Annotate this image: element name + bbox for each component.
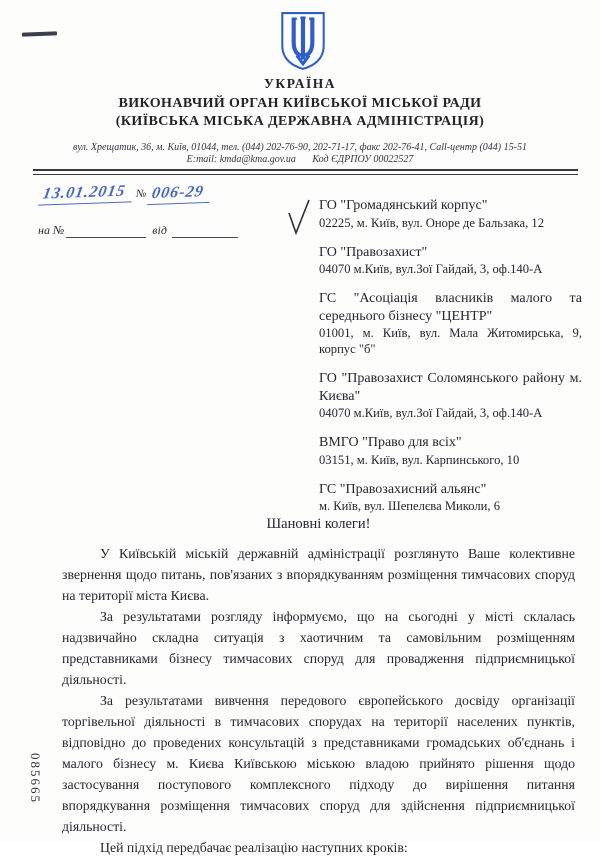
- country-title: УКРАЇНА: [264, 76, 336, 91]
- salutation: Шановні колеги!: [266, 516, 371, 532]
- scan-artifact-mark: [22, 31, 57, 36]
- edrpou-text: Код ЄДРПОУ 00022527: [312, 154, 414, 165]
- recipient-name: ГО "Правозахист": [319, 244, 428, 260]
- recipient-address: м. Київ, вул. Шепелєва Миколи, 6: [319, 499, 500, 513]
- recipient-address: 04070 м.Київ, вул.Зої Гайдай, 3, оф.140-А: [319, 262, 543, 276]
- recipient-address: 01001, м. Київ, вул. Мала Житомирська, 9, корпус "б": [319, 326, 582, 356]
- handwritten-number: 006-29: [147, 183, 213, 205]
- page-number-stamp: 085665: [28, 753, 43, 804]
- recipient-address: 03151, м. Київ, вул. Карпинського, 10: [319, 452, 520, 467]
- body-paragraph: Цей підхід передбачає реалізацію наступних кроків:: [100, 840, 408, 855]
- reply-date-blank: [172, 225, 238, 238]
- organization-name-line1: ВИКОНАВЧИЙ ОРГАН КИЇВСЬКОЇ МІСЬКОЇ РАДИ: [118, 96, 482, 111]
- recipient-name: ГС "Асоціація власників малого та середнього бізнесу "ЦЕНТР": [319, 291, 582, 324]
- reply-from-label: від: [152, 223, 167, 237]
- recipient-address: 02225, м. Київ, вул. Оноре де Бальзака, 12: [319, 215, 545, 230]
- recipient-entry: [319, 481, 582, 515]
- body-paragraph: За результатами вивчення передового європейського досвіду організації торгівельної діяльності в тимчасових спорудах на території населених пунктів, відповідно до проведених консультацій з представниками громадських об'єднань і малого бізнесу м. Києва Київською міською владою прийнято рішення щодо застосування поступового комплексного підходу до вирішення питання впорядкування розміщення тимчасових споруд для здійснення підприємницької діяльності.: [62, 693, 575, 834]
- organization-name-line2: (КИЇВСЬКА МІСЬКА ДЕРЖАВНА АДМІНІСТРАЦІЯ): [115, 114, 485, 129]
- header-divider-rule: [33, 169, 578, 175]
- recipient-name: ГС "Правозахисний альянс": [319, 481, 487, 497]
- handwritten-date: 13.01.2015: [38, 182, 135, 205]
- number-symbol: №: [136, 188, 147, 200]
- body-paragraph: У Київській міській державній адміністрації розглянуто Ваше колективне звернення щодо питань, пов'язаних з впорядкуванням розміщення тимчасових споруд на території міста Києва.: [62, 546, 575, 603]
- recipient-entry: [319, 370, 582, 421]
- reply-reference-line: [38, 223, 238, 238]
- recipient-name: ВМГО "Право для всіх": [319, 435, 462, 450]
- body-paragraph: За результатами розгляду інформуємо, що на сьогодні у місті склалась надзвичайно складна ситуація з хаотичним та самовільним розміщенням представниками бізнесу тимчасових споруд для провадження підприємницької діяльності.: [62, 609, 575, 687]
- recipient-name: ГО "Правозахист Соломянського району м. Києва": [319, 371, 582, 404]
- tryzub-emblem-icon: [279, 11, 327, 71]
- recipient-entry: [319, 290, 582, 357]
- letter-body: [62, 516, 575, 858]
- recipient-address: 04070 м.Київ, вул.Зої Гайдай, 3, оф.140-А: [319, 406, 543, 420]
- recipient-entry: [319, 197, 582, 231]
- recipient-entry: [319, 244, 582, 278]
- recipient-name: ГО "Громадянський корпус": [319, 198, 488, 213]
- contact-info-line: вул. Хрещатик, 36, м. Київ, 01044, тел. (044) 202-76-90, 202-71-17, факс 202-76-41, Call-центр (044) 15-51: [73, 142, 527, 153]
- reply-number-blank: [66, 225, 146, 238]
- recipient-entry: [319, 434, 582, 468]
- recipients-block: [319, 197, 582, 527]
- reply-to-label: на №: [38, 223, 65, 237]
- email-text: E:mail: kmda@kma.gov.ua: [186, 154, 296, 165]
- checkmark-icon: [287, 198, 311, 241]
- outgoing-reference-line: [40, 184, 280, 204]
- email-edrpou-line: [0, 154, 600, 165]
